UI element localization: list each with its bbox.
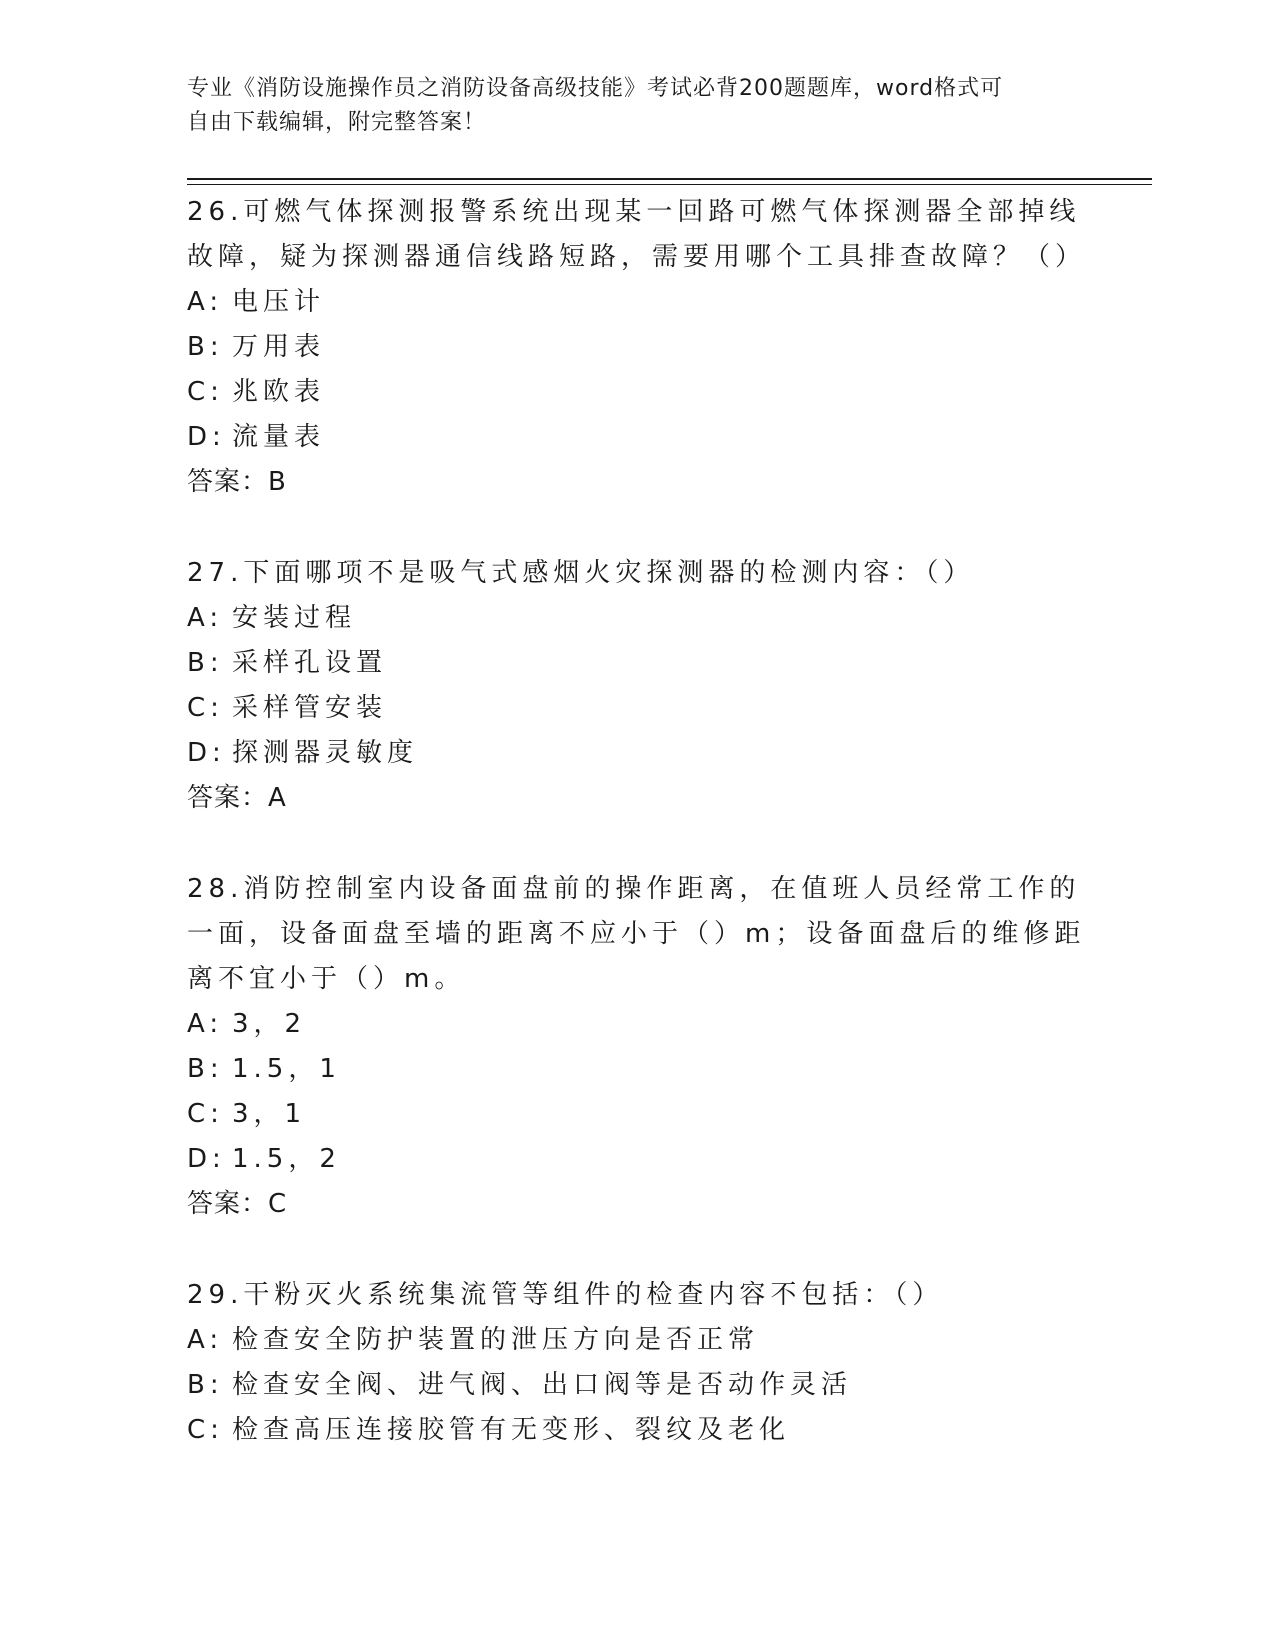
option-text: 探测器灵敏度 (232, 738, 419, 768)
answer-line: 答案：C (187, 1189, 288, 1219)
option-b (187, 641, 1087, 686)
option-letter: A: (187, 287, 224, 317)
option-letter: C: (187, 377, 224, 407)
option-d (187, 415, 1087, 460)
option-text: 检查安全防护装置的泄压方向是否正常 (232, 1325, 760, 1355)
answer-line: 答案：B (187, 467, 287, 497)
header-divider-thick (187, 178, 1152, 180)
header-divider-thin (187, 184, 1152, 185)
question-list (187, 190, 1087, 1499)
option-letter: D: (187, 1144, 226, 1174)
question-text: 28.消防控制室内设备面盘前的操作距离，在值班人员经常工作的一面，设备面盘至墙的距离不应小于（）m；设备面盘后的维修距离不宜小于（）m。 (187, 874, 1086, 994)
option-text: 电压计 (232, 287, 326, 317)
option-c (187, 1092, 1087, 1137)
option-a (187, 1002, 1087, 1047)
question-27 (187, 551, 1087, 821)
header-line-2: 自由下载编辑，附完整答案！ (187, 110, 487, 135)
option-c (187, 1408, 1087, 1453)
option-d (187, 731, 1087, 776)
option-d (187, 1137, 1087, 1182)
option-text: 万用表 (232, 332, 326, 362)
option-text: 流量表 (232, 422, 326, 452)
question-text: 29.干粉灭火系统集流管等组件的检查内容不包括：（） (187, 1280, 944, 1310)
option-letter: C: (187, 693, 224, 723)
option-text: 检查安全阀、进气阀、出口阀等是否动作灵活 (232, 1370, 853, 1400)
option-c (187, 370, 1087, 415)
option-letter: B: (187, 1054, 224, 1084)
option-a (187, 596, 1087, 641)
option-text: 3，1 (232, 1099, 307, 1129)
question-text: 27.下面哪项不是吸气式感烟火灾探测器的检测内容：（） (187, 558, 975, 588)
option-letter: A: (187, 603, 224, 633)
option-letter: A: (187, 1325, 224, 1355)
option-text: 兆欧表 (232, 377, 326, 407)
option-letter: B: (187, 1370, 224, 1400)
option-text: 安装过程 (232, 603, 357, 633)
answer-line: 答案：A (187, 783, 287, 813)
option-text: 1.5，1 (232, 1054, 341, 1084)
option-a (187, 1318, 1087, 1363)
option-letter: A: (187, 1009, 224, 1039)
option-letter: D: (187, 738, 226, 768)
question-28 (187, 867, 1087, 1227)
document-header (187, 72, 1087, 140)
option-text: 采样孔设置 (232, 648, 388, 678)
question-text: 26.可燃气体探测报警系统出现某一回路可燃气体探测器全部掉线故障，疑为探测器通信线路短路，需要用哪个工具排查故障？（） (187, 197, 1087, 272)
option-text: 1.5，2 (232, 1144, 341, 1174)
question-29 (187, 1273, 1087, 1453)
option-letter: C: (187, 1415, 224, 1445)
option-b (187, 1047, 1087, 1092)
option-a (187, 280, 1087, 325)
option-b (187, 325, 1087, 370)
option-letter: D: (187, 422, 226, 452)
header-line-1: 专业《消防设施操作员之消防设备高级技能》考试必背200题题库，word格式可 (187, 76, 1004, 101)
option-text: 3，2 (232, 1009, 307, 1039)
option-c (187, 686, 1087, 731)
option-text: 采样管安装 (232, 693, 388, 723)
option-b (187, 1363, 1087, 1408)
option-letter: B: (187, 332, 224, 362)
option-text: 检查高压连接胶管有无变形、裂纹及老化 (232, 1415, 791, 1445)
option-letter: B: (187, 648, 224, 678)
question-26 (187, 190, 1087, 505)
option-letter: C: (187, 1099, 224, 1129)
